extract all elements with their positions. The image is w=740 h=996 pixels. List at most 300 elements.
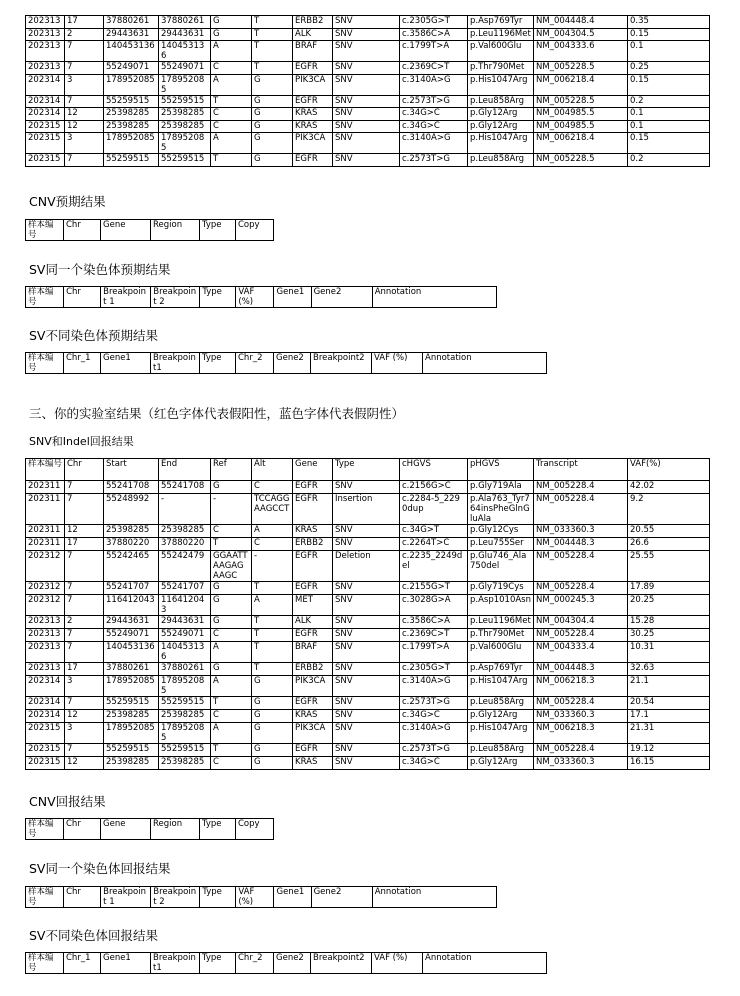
table-cell: p.Gly12Arg	[468, 757, 534, 770]
table-cell: 202314	[26, 697, 65, 710]
table-cell: 21.1	[628, 676, 710, 697]
column-header: Type	[200, 220, 236, 241]
table-row	[26, 525, 710, 538]
lab-section-title: 三、你的实验室结果（红色字体代表假阳性，蓝色字体代表假阴性）	[29, 406, 405, 421]
table-cell: 7	[65, 697, 104, 710]
table-cell: p.Asp769Tyr	[468, 16, 534, 29]
table-cell: EGFR	[293, 629, 333, 642]
table-cell: PIK3CA	[293, 723, 333, 744]
table-cell: G	[211, 663, 252, 676]
table-cell: 202311	[26, 525, 65, 538]
table-header-row	[26, 887, 497, 908]
sv-diff-reported-table	[25, 952, 547, 974]
table-cell: p.Gly12Arg	[468, 108, 534, 121]
column-header: pHGVS	[468, 459, 534, 481]
table-cell: 202314	[26, 710, 65, 723]
column-header: 样本编号	[26, 220, 64, 241]
table-cell: p.His1047Arg	[468, 133, 534, 154]
table-cell: 140453136	[104, 41, 159, 62]
table-cell: 25398285	[159, 120, 211, 133]
column-header: Chr_1	[64, 353, 101, 374]
table-cell: C	[211, 757, 252, 770]
column-header: Type	[200, 887, 236, 908]
column-header: Type	[333, 459, 400, 481]
table-cell: p.Gly12Arg	[468, 120, 534, 133]
lab-snv-table	[25, 458, 710, 770]
table-cell: SNV	[333, 95, 400, 108]
table-cell: SNV	[333, 642, 400, 663]
table-cell: SNV	[333, 595, 400, 616]
table-cell: NM_005228.5	[534, 95, 628, 108]
table-cell: NM_005228.4	[534, 629, 628, 642]
column-header: Breakpoint 2	[151, 887, 200, 908]
table-cell: G	[252, 108, 293, 121]
table-cell: ERBB2	[293, 663, 333, 676]
lab-snv-title: SNV和Indel回报结果	[29, 435, 134, 448]
table-cell: 7	[65, 95, 104, 108]
table-cell: 178952085	[159, 676, 211, 697]
table-cell: SNV	[333, 41, 400, 62]
table-cell: T	[252, 41, 293, 62]
table-cell: T	[252, 582, 293, 595]
table-cell: 17	[65, 16, 104, 29]
table-cell: A	[211, 676, 252, 697]
table-cell: G	[211, 582, 252, 595]
table-cell: 55241708	[159, 481, 211, 494]
table-cell: 55242465	[104, 551, 159, 582]
table-cell: 55249071	[104, 629, 159, 642]
table-cell: 55259515	[104, 154, 159, 167]
table-cell: c.2573T>G	[400, 154, 468, 167]
table-cell: PIK3CA	[293, 133, 333, 154]
table-cell: SNV	[333, 108, 400, 121]
table-row	[26, 710, 710, 723]
column-header: Start	[104, 459, 159, 481]
table-cell: 55259515	[159, 95, 211, 108]
table-cell: c.1799T>A	[400, 642, 468, 663]
table-cell: c.2305G>T	[400, 663, 468, 676]
table-cell: NM_033360.3	[534, 525, 628, 538]
table-cell: G	[252, 74, 293, 95]
table-cell: c.3140A>G	[400, 723, 468, 744]
table-cell: 140453136	[159, 41, 211, 62]
table-cell: p.Leu1196Met	[468, 616, 534, 629]
table-cell: p.Leu1196Met	[468, 28, 534, 41]
column-header: 样本编号	[26, 819, 64, 840]
column-header: Gene2	[274, 953, 311, 974]
column-header: Breakpoint1	[151, 953, 200, 974]
table-cell: c.2369C>T	[400, 62, 468, 75]
table-cell: G	[211, 16, 252, 29]
table-cell: 7	[65, 494, 104, 525]
table-cell: c.34G>C	[400, 120, 468, 133]
cnv-expected-title: CNV预期结果	[29, 194, 106, 209]
table-cell: 37880220	[159, 538, 211, 551]
table-cell: 17.1	[628, 710, 710, 723]
column-header: Type	[200, 819, 236, 840]
column-header: 样本编号	[26, 953, 64, 974]
table-cell: 178952085	[104, 74, 159, 95]
table-cell: 7	[65, 582, 104, 595]
table-cell: 178952085	[104, 723, 159, 744]
table-cell: c.2573T>G	[400, 697, 468, 710]
table-cell: 29443631	[104, 28, 159, 41]
table-cell: EGFR	[293, 697, 333, 710]
table-cell: 55241707	[159, 582, 211, 595]
table-cell: SNV	[333, 16, 400, 29]
table-cell: 17.89	[628, 582, 710, 595]
table-cell: ALK	[293, 616, 333, 629]
table-cell: 0.2	[628, 154, 710, 167]
expected-snv-table	[25, 15, 710, 167]
table-cell: p.Leu858Arg	[468, 154, 534, 167]
table-cell: NM_004985.5	[534, 108, 628, 121]
table-cell: 0.15	[628, 133, 710, 154]
column-header: VAF (%)	[372, 953, 423, 974]
table-row	[26, 629, 710, 642]
table-cell: 42.02	[628, 481, 710, 494]
table-cell: 25398285	[104, 525, 159, 538]
sv-same-expected-table	[25, 286, 497, 308]
table-cell: G	[252, 723, 293, 744]
table-cell: G	[252, 757, 293, 770]
table-cell: T	[211, 154, 252, 167]
table-row	[26, 757, 710, 770]
table-cell: NM_005228.5	[534, 154, 628, 167]
table-cell: 178952085	[159, 723, 211, 744]
table-cell: 202315	[26, 744, 65, 757]
column-header: Type	[200, 353, 236, 374]
table-cell: 7	[65, 41, 104, 62]
table-cell: NM_006218.3	[534, 676, 628, 697]
table-cell: C	[211, 629, 252, 642]
table-cell: p.Gly719Ala	[468, 481, 534, 494]
column-header: cHGVS	[400, 459, 468, 481]
table-cell: 7	[65, 629, 104, 642]
table-row	[26, 582, 710, 595]
column-header: Breakpoint2	[311, 353, 372, 374]
table-cell: GGAATTAAGAGAAGC	[211, 551, 252, 582]
table-cell: 202311	[26, 538, 65, 551]
table-cell: 15.28	[628, 616, 710, 629]
table-cell: A	[252, 525, 293, 538]
table-cell: 3	[65, 676, 104, 697]
table-cell: 55249071	[104, 62, 159, 75]
table-cell: SNV	[333, 744, 400, 757]
table-cell: NM_004448.3	[534, 538, 628, 551]
table-cell: 26.6	[628, 538, 710, 551]
table-cell: A	[211, 133, 252, 154]
table-cell: G	[211, 481, 252, 494]
table-cell: 12	[65, 525, 104, 538]
table-cell: 37880261	[104, 16, 159, 29]
table-header-row	[26, 287, 497, 308]
column-header: VAF(%)	[628, 459, 710, 481]
table-cell: 32.63	[628, 663, 710, 676]
table-cell: 12	[65, 120, 104, 133]
column-header: VAF (%)	[236, 887, 274, 908]
table-cell: 202311	[26, 481, 65, 494]
table-cell: 202313	[26, 41, 65, 62]
column-header: Gene2	[311, 887, 372, 908]
table-cell: A	[211, 41, 252, 62]
table-cell: 7	[65, 744, 104, 757]
table-cell: 202315	[26, 723, 65, 744]
table-cell: 25.55	[628, 551, 710, 582]
table-cell: 55248992	[104, 494, 159, 525]
column-header: 样本编号	[26, 287, 64, 308]
table-cell: 7	[65, 154, 104, 167]
table-cell: 202313	[26, 28, 65, 41]
column-header: Breakpoint1	[151, 353, 200, 374]
table-cell: 25398285	[104, 120, 159, 133]
table-cell: 55249071	[159, 62, 211, 75]
table-cell: 202312	[26, 582, 65, 595]
table-cell: 12	[65, 108, 104, 121]
table-cell: NM_000245.3	[534, 595, 628, 616]
table-cell: 0.2	[628, 95, 710, 108]
table-cell: C	[211, 108, 252, 121]
table-cell: c.2369C>T	[400, 629, 468, 642]
table-cell: 16.15	[628, 757, 710, 770]
table-cell: 202313	[26, 629, 65, 642]
table-cell: 202313	[26, 616, 65, 629]
table-cell: 0.1	[628, 108, 710, 121]
table-cell: G	[252, 133, 293, 154]
table-cell: 12	[65, 710, 104, 723]
table-row	[26, 616, 710, 629]
table-cell: 178952085	[104, 133, 159, 154]
table-cell: 202315	[26, 154, 65, 167]
column-header: Gene1	[101, 353, 151, 374]
table-cell: 20.25	[628, 595, 710, 616]
table-header-row	[26, 819, 274, 840]
column-header: Breakpoint 2	[151, 287, 200, 308]
table-cell: 55259515	[104, 95, 159, 108]
table-header-row	[26, 953, 547, 974]
table-cell: SNV	[333, 616, 400, 629]
table-cell: G	[252, 120, 293, 133]
table-cell: TCCAGGAAGCCT	[252, 494, 293, 525]
table-cell: 116412043	[104, 595, 159, 616]
column-header: Annotation	[423, 353, 547, 374]
column-header: Chr_2	[236, 353, 274, 374]
table-cell: ERBB2	[293, 538, 333, 551]
column-header: End	[159, 459, 211, 481]
column-header: Gene1	[101, 953, 151, 974]
table-cell: c.2155G>T	[400, 582, 468, 595]
column-header: Annotation	[372, 887, 496, 908]
table-cell: KRAS	[293, 757, 333, 770]
table-cell: p.Leu858Arg	[468, 744, 534, 757]
table-cell: BRAF	[293, 642, 333, 663]
table-cell: p.Asp769Tyr	[468, 663, 534, 676]
table-row	[26, 62, 710, 75]
table-cell: SNV	[333, 582, 400, 595]
table-cell: c.34G>C	[400, 757, 468, 770]
table-row	[26, 723, 710, 744]
table-row	[26, 28, 710, 41]
table-cell: A	[252, 595, 293, 616]
table-cell: 37880220	[104, 538, 159, 551]
table-cell: 178952085	[159, 74, 211, 95]
table-cell: 55259515	[104, 744, 159, 757]
table-cell: 17	[65, 663, 104, 676]
table-cell: -	[252, 551, 293, 582]
table-cell: 37880261	[159, 663, 211, 676]
column-header: VAF (%)	[236, 287, 274, 308]
cnv-reported-title: CNV回报结果	[29, 794, 106, 809]
table-cell: 202314	[26, 108, 65, 121]
table-cell: A	[211, 723, 252, 744]
column-header: Type	[200, 953, 236, 974]
table-cell: p.Gly719Cys	[468, 582, 534, 595]
table-cell: EGFR	[293, 154, 333, 167]
table-cell: 178952085	[104, 676, 159, 697]
table-cell: G	[252, 676, 293, 697]
table-cell: 0.15	[628, 28, 710, 41]
table-cell: 37880261	[104, 663, 159, 676]
table-cell: SNV	[333, 525, 400, 538]
table-cell: c.2573T>G	[400, 95, 468, 108]
table-cell: 178952085	[159, 133, 211, 154]
table-cell: 202314	[26, 676, 65, 697]
table-cell: MET	[293, 595, 333, 616]
column-header: 样本编号	[26, 353, 64, 374]
table-row	[26, 697, 710, 710]
sv-diff-expected-table	[25, 352, 547, 374]
table-cell: NM_004333.6	[534, 41, 628, 62]
table-cell: c.3586C>A	[400, 616, 468, 629]
table-cell: p.Val600Glu	[468, 642, 534, 663]
table-cell: EGFR	[293, 62, 333, 75]
table-cell: 202313	[26, 663, 65, 676]
table-cell: T	[252, 62, 293, 75]
table-cell: 7	[65, 551, 104, 582]
table-cell: c.2264T>C	[400, 538, 468, 551]
table-cell: BRAF	[293, 41, 333, 62]
table-row	[26, 744, 710, 757]
table-cell: 202312	[26, 551, 65, 582]
table-cell: C	[252, 481, 293, 494]
table-cell: 17	[65, 538, 104, 551]
table-cell: EGFR	[293, 481, 333, 494]
column-header: Breakpoint 1	[101, 887, 151, 908]
table-cell: T	[252, 663, 293, 676]
column-header: Copy	[236, 220, 274, 241]
table-cell: 140453136	[159, 642, 211, 663]
table-cell: KRAS	[293, 525, 333, 538]
sv-same-reported-title: SV同一个染色体回报结果	[29, 861, 171, 876]
table-cell: EGFR	[293, 744, 333, 757]
table-cell: c.3586C>A	[400, 28, 468, 41]
table-cell: SNV	[333, 154, 400, 167]
table-cell: p.Thr790Met	[468, 629, 534, 642]
table-cell: NM_004985.5	[534, 120, 628, 133]
table-cell: 202313	[26, 16, 65, 29]
table-cell: 116412043	[159, 595, 211, 616]
table-row	[26, 676, 710, 697]
table-cell: A	[211, 642, 252, 663]
table-cell: NM_005228.4	[534, 582, 628, 595]
column-header: Ref	[211, 459, 252, 481]
table-cell: 20.55	[628, 525, 710, 538]
table-cell: NM_004304.4	[534, 616, 628, 629]
column-header: Copy	[236, 819, 274, 840]
table-header-row	[26, 459, 710, 481]
table-cell: SNV	[333, 28, 400, 41]
table-cell: SNV	[333, 120, 400, 133]
table-cell: SNV	[333, 133, 400, 154]
table-cell: 29443631	[159, 616, 211, 629]
table-cell: p.Glu746_Ala750del	[468, 551, 534, 582]
table-cell: ALK	[293, 28, 333, 41]
table-cell: 202313	[26, 62, 65, 75]
table-cell: NM_004448.3	[534, 663, 628, 676]
table-cell: 12	[65, 757, 104, 770]
column-header: Annotation	[372, 287, 496, 308]
column-header: Gene	[293, 459, 333, 481]
table-cell: SNV	[333, 676, 400, 697]
table-cell: 55259515	[104, 697, 159, 710]
table-header-row	[26, 220, 274, 241]
table-cell: c.2284-5_2290dup	[400, 494, 468, 525]
table-cell: 29443631	[159, 28, 211, 41]
column-header: VAF (%)	[372, 353, 423, 374]
table-cell: T	[211, 744, 252, 757]
table-cell: NM_005228.5	[534, 62, 628, 75]
column-header: 样本编号	[26, 459, 65, 481]
table-cell: c.3140A>G	[400, 133, 468, 154]
table-cell: 55241708	[104, 481, 159, 494]
table-cell: 7	[65, 62, 104, 75]
table-cell: c.2573T>G	[400, 744, 468, 757]
table-cell: 25398285	[104, 757, 159, 770]
table-cell: 55242479	[159, 551, 211, 582]
table-cell: 21.31	[628, 723, 710, 744]
table-cell: SNV	[333, 723, 400, 744]
table-cell: 202314	[26, 95, 65, 108]
table-cell: 55249071	[159, 629, 211, 642]
table-cell: 0.1	[628, 120, 710, 133]
table-cell: 202312	[26, 595, 65, 616]
table-cell: 55259515	[159, 154, 211, 167]
table-row	[26, 133, 710, 154]
table-cell: 140453136	[104, 642, 159, 663]
table-row	[26, 16, 710, 29]
table-cell: 19.12	[628, 744, 710, 757]
sv-diff-reported-title: SV不同染色体回报结果	[29, 928, 158, 943]
table-cell: 202315	[26, 120, 65, 133]
table-cell: NM_006218.4	[534, 133, 628, 154]
table-cell: SNV	[333, 710, 400, 723]
table-cell: Insertion	[333, 494, 400, 525]
table-cell: G	[211, 28, 252, 41]
table-row	[26, 642, 710, 663]
table-cell: T	[211, 95, 252, 108]
table-cell: NM_005228.4	[534, 494, 628, 525]
table-cell: PIK3CA	[293, 74, 333, 95]
table-cell: SNV	[333, 481, 400, 494]
column-header: Chr	[64, 287, 101, 308]
table-row	[26, 595, 710, 616]
table-cell: 25398285	[159, 757, 211, 770]
table-cell: T	[252, 642, 293, 663]
table-cell: SNV	[333, 74, 400, 95]
table-cell: G	[211, 595, 252, 616]
table-cell: NM_005228.4	[534, 697, 628, 710]
table-cell: c.1799T>A	[400, 41, 468, 62]
